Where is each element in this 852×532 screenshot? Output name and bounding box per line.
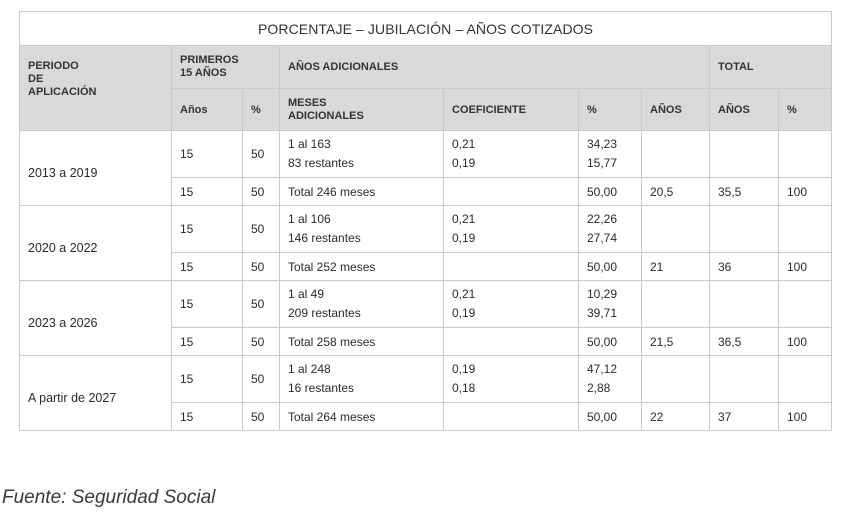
- pct-cell: 50: [243, 281, 280, 328]
- header-primeros-line2: 15 AÑOS: [180, 67, 227, 79]
- coef-b: 0,19: [452, 156, 476, 170]
- meses-total-cell: Total 258 meses: [280, 328, 444, 356]
- pct-adic-total-cell: 50,00: [579, 253, 642, 281]
- coef-cell-empty: [444, 403, 579, 431]
- anos-total-cell: 35,5: [710, 178, 779, 206]
- pct-adic-cell: [579, 206, 642, 253]
- periodo-cell: A partir de 2027: [20, 356, 172, 431]
- anos-adic-cell: [642, 356, 710, 403]
- meses-b: 83 restantes: [288, 156, 355, 170]
- pct-adic-cell: [579, 131, 642, 178]
- meses-a: 1 al 248: [288, 362, 331, 376]
- meses-a: 1 al 106: [288, 212, 331, 226]
- header-meses-line2: ADICIONALES: [288, 109, 364, 122]
- periodo-cell: 2013 a 2019: [20, 131, 172, 206]
- coef-cell-empty: [444, 328, 579, 356]
- anos-adic-cell: 22: [642, 403, 710, 431]
- anos-adic-cell: 21: [642, 253, 710, 281]
- pct-a: 10,29: [587, 287, 618, 301]
- header-pct2: %: [579, 89, 642, 131]
- meses-total-cell: Total 264 meses: [280, 403, 444, 431]
- header-adicionales: AÑOS ADICIONALES: [280, 46, 710, 89]
- header-periodo: [20, 46, 172, 131]
- header-meses-line1: MESES: [288, 96, 327, 109]
- anos-cell: 15: [172, 328, 243, 356]
- header-pct: %: [243, 89, 280, 131]
- table-row: [20, 281, 832, 328]
- pct-total-cell: [779, 281, 832, 328]
- table-row: [20, 131, 832, 178]
- table-body: [20, 131, 832, 431]
- coef-a: 0,21: [452, 212, 476, 226]
- pct-cell: 50: [243, 253, 280, 281]
- anos-total-cell: 36,5: [710, 328, 779, 356]
- header-meses: [280, 89, 444, 131]
- pct-total-cell: 100: [779, 403, 832, 431]
- pct-adic-cell: [579, 281, 642, 328]
- coef-cell: [444, 356, 579, 403]
- pct-b: 39,71: [587, 306, 618, 320]
- anos-total-cell: [710, 206, 779, 253]
- anos-cell: 15: [172, 206, 243, 253]
- anos-cell: 15: [172, 131, 243, 178]
- pct-adic-total-cell: 50,00: [579, 328, 642, 356]
- anos-total-cell: [710, 281, 779, 328]
- meses-total-cell: Total 252 meses: [280, 253, 444, 281]
- coef-a: 0,21: [452, 287, 476, 301]
- pct-cell: 50: [243, 131, 280, 178]
- header-periodo-line1: PERIODO: [28, 60, 79, 72]
- pct-adic-cell: [579, 356, 642, 403]
- coef-a: 0,19: [452, 362, 476, 376]
- anos-cell: 15: [172, 403, 243, 431]
- anos-cell: 15: [172, 281, 243, 328]
- coef-cell: [444, 131, 579, 178]
- pct-a: 47,12: [587, 362, 618, 376]
- meses-b: 146 restantes: [288, 231, 361, 245]
- meses-b: 16 restantes: [288, 381, 355, 395]
- pension-table-container: [2, 11, 831, 508]
- pct-total-cell: [779, 356, 832, 403]
- pct-cell: 50: [243, 403, 280, 431]
- anos-cell: 15: [172, 253, 243, 281]
- coef-cell: [444, 206, 579, 253]
- pct-adic-total-cell: 50,00: [579, 403, 642, 431]
- meses-cell: [280, 281, 444, 328]
- header-coeficiente: COEFICIENTE: [444, 89, 579, 131]
- anos-adic-cell: [642, 281, 710, 328]
- coef-cell-empty: [444, 178, 579, 206]
- header-primeros: [172, 46, 280, 89]
- pct-a: 34,23: [587, 137, 618, 151]
- header-periodo-line2: DE: [28, 73, 44, 85]
- pct-total-cell: 100: [779, 178, 832, 206]
- pct-cell: 50: [243, 328, 280, 356]
- pct-total-cell: 100: [779, 328, 832, 356]
- anos-total-cell: 37: [710, 403, 779, 431]
- coef-b: 0,18: [452, 381, 476, 395]
- anos-total-cell: [710, 356, 779, 403]
- coef-a: 0,21: [452, 137, 476, 151]
- header-anos-total: AÑOS: [710, 89, 779, 131]
- header-primeros-line1: PRIMEROS: [180, 54, 239, 66]
- pct-cell: 50: [243, 356, 280, 403]
- pct-total-cell: [779, 131, 832, 178]
- table-title: PORCENTAJE – JUBILACIÓN – AÑOS COTIZADOS: [20, 12, 832, 46]
- header-periodo-line3: APLICACIÓN: [28, 86, 97, 98]
- anos-total-cell: 36: [710, 253, 779, 281]
- meses-cell: [280, 356, 444, 403]
- meses-a: 1 al 163: [288, 137, 331, 151]
- periodo-cell: 2020 a 2022: [20, 206, 172, 281]
- pct-total-cell: 100: [779, 253, 832, 281]
- pct-b: 27,74: [587, 231, 618, 245]
- coef-cell: [444, 281, 579, 328]
- meses-total-cell: Total 246 meses: [280, 178, 444, 206]
- anos-adic-cell: 20,5: [642, 178, 710, 206]
- header-row-top: [20, 46, 832, 89]
- meses-a: 1 al 49: [288, 287, 325, 301]
- periodo-cell: 2023 a 2026: [20, 281, 172, 356]
- meses-cell: [280, 131, 444, 178]
- anos-total-cell: [710, 131, 779, 178]
- table-row: [20, 206, 832, 253]
- header-anos: Años: [172, 89, 243, 131]
- pct-cell: 50: [243, 206, 280, 253]
- pct-cell: 50: [243, 178, 280, 206]
- anos-cell: 15: [172, 178, 243, 206]
- header-total: TOTAL: [710, 46, 832, 89]
- header-pct-total: %: [779, 89, 832, 131]
- coef-cell-empty: [444, 253, 579, 281]
- meses-cell: [280, 206, 444, 253]
- anos-adic-cell: 21,5: [642, 328, 710, 356]
- pension-table: [19, 11, 832, 431]
- pct-total-cell: [779, 206, 832, 253]
- table-row: [20, 356, 832, 403]
- pct-b: 2,88: [587, 381, 611, 395]
- coef-b: 0,19: [452, 231, 476, 245]
- anos-cell: 15: [172, 356, 243, 403]
- anos-adic-cell: [642, 131, 710, 178]
- coef-b: 0,19: [452, 306, 476, 320]
- header-anos-adic: AÑOS: [642, 89, 710, 131]
- meses-b: 209 restantes: [288, 306, 361, 320]
- pct-a: 22,26: [587, 212, 618, 226]
- pct-adic-total-cell: 50,00: [579, 178, 642, 206]
- source-caption: Fuente: Seguridad Social: [2, 487, 216, 508]
- anos-adic-cell: [642, 206, 710, 253]
- pct-b: 15,77: [587, 156, 618, 170]
